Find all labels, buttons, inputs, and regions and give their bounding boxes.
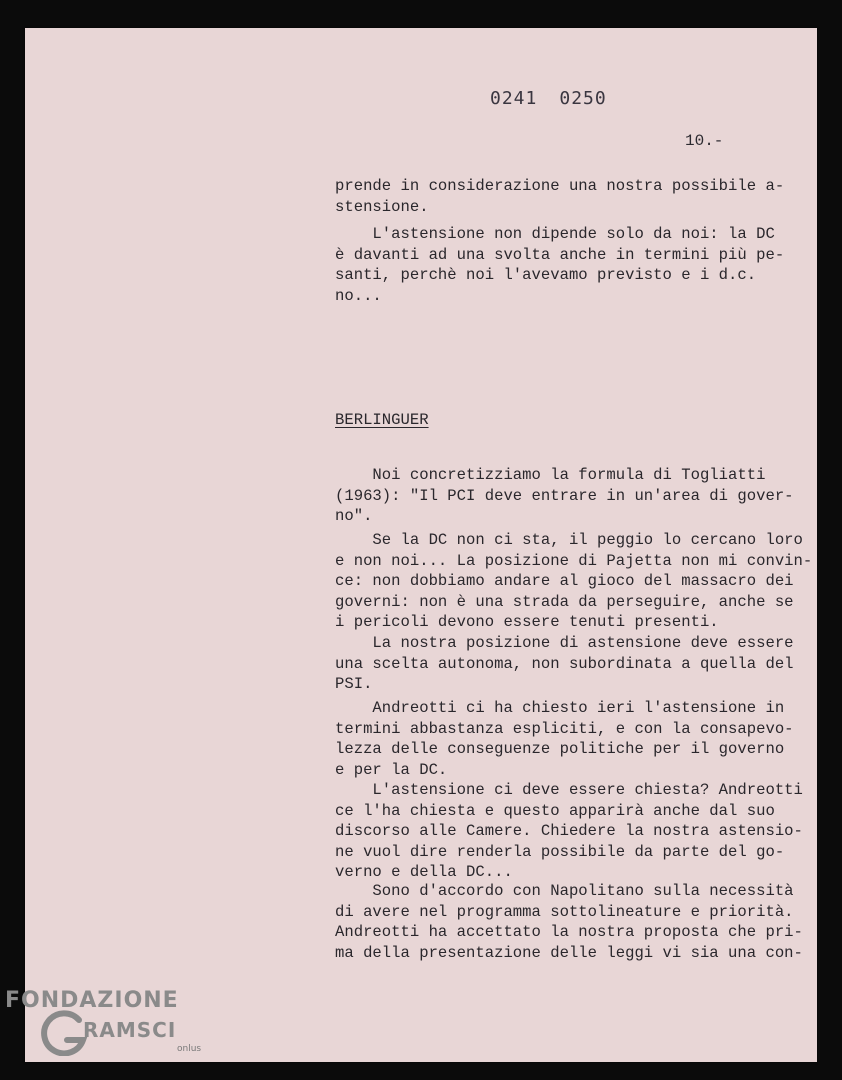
archive-number-first: 0241 bbox=[490, 88, 538, 109]
logo-line2: RAMSCI bbox=[83, 1018, 177, 1042]
logo-onlus: onlus bbox=[177, 1044, 202, 1054]
speaker-paragraph: Noi concretizziamo la formula di Togliatti (1963): "Il PCI deve entrare in un'area di gover- no". bbox=[335, 466, 794, 525]
continuation-paragraph: prende in considerazione una nostra possibile a- stensione. bbox=[335, 177, 785, 216]
paragraph-astensione: L'astensione non dipende solo da noi: la DC è davanti ad una svolta anche in termini più pe- santi, perchè noi l'avevamo previsto e i d.c. no... bbox=[335, 225, 785, 305]
page-number: 10.- bbox=[685, 132, 724, 150]
document-page bbox=[25, 28, 817, 1062]
speaker-paragraph: La nostra posizione di astensione deve essere una scelta autonoma, non subordinata a quella del PSI. bbox=[335, 634, 794, 693]
logo-line1: FONDAZIONE bbox=[5, 988, 179, 1013]
speaker-paragraph: L'astensione ci deve essere chiesta? Andreotti ce l'ha chiesta e questo apparirà anche dal suo discorso alle Camere. Chiedere la nostra astensio- ne vuol dire renderla possibile da parte del go- verno e della DC... bbox=[335, 781, 803, 881]
speaker-paragraph: Se la DC non ci sta, il peggio lo cercano loro e non noi... La posizione di Pajetta non mi convin- ce: non dobbiamo andare al gioco del massacro dei governi: non è una strada da perseguire, anche se i pericoli devono essere tenuti presenti. bbox=[335, 531, 813, 631]
fondazione-gramsci-logo bbox=[5, 988, 215, 1058]
speaker-paragraph: Sono d'accordo con Napolitano sulla necessità di avere nel programma sottolineature e priorità. Andreotti ha accettato la nostra proposta che pri- ma della presentazione delle leggi vi sia una con- bbox=[335, 882, 803, 962]
archive-number bbox=[490, 88, 629, 109]
speaker-paragraph: Andreotti ci ha chiesto ieri l'astensione in termini abbastanza espliciti, e con la consapevo- lezza delle conseguenze politiche per il governo e per la DC. bbox=[335, 699, 794, 779]
speaker-heading: BERLINGUER bbox=[335, 411, 429, 429]
archive-number-second: 0250 bbox=[559, 88, 607, 109]
